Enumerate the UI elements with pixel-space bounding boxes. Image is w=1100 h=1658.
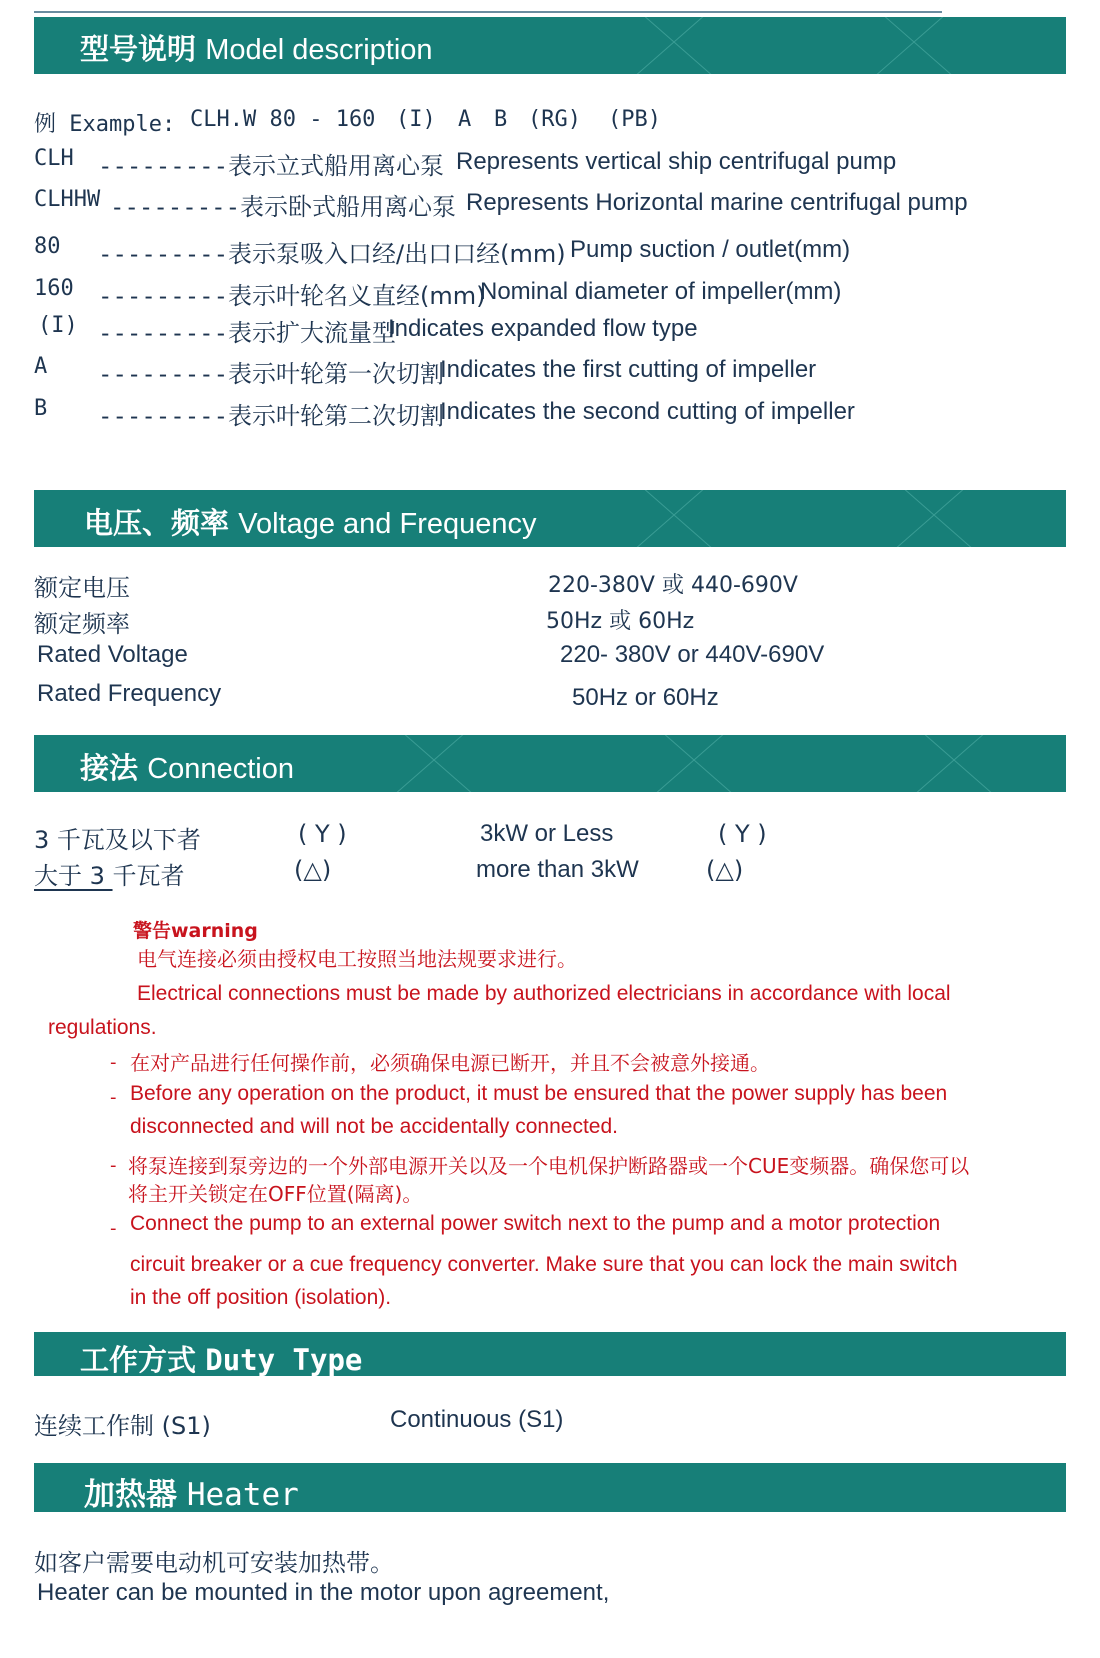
section-title-zh: 加热器 [84,1477,177,1512]
section-header-model [34,17,1066,74]
rated-frequency-en-label: Rated Frequency [37,680,222,707]
top-divider [34,11,942,13]
section-header-duty [34,1332,1066,1376]
model-row-desc: ---------表示叶轮第一次切割 [98,360,445,388]
rated-voltage-zh-label: 额定电压 [34,574,130,602]
rated-voltage-en-label: Rated Voltage [37,641,188,668]
section-title-en: Model description [205,34,433,66]
section-title-en: Voltage and Frequency [238,508,537,540]
bullet-2-zh-line: 将主开关锁定在OFF位置(隔离)。 [128,1182,423,1206]
bullet-2-zh-line: 将泵连接到泵旁边的一个外部电源开关以及一个电机保护断路器或一个CUE变频器。确保您可以 [128,1154,970,1178]
heater-zh: 如客户需要电动机可安装加热带。 [34,1549,394,1577]
section-title [80,27,433,68]
model-row-desc: ---------表示卧式船用离心泵 [110,193,457,221]
model-row-code: (I) [38,313,78,338]
model-row-en: Nominal diameter of impeller(mm) [480,278,842,305]
example-opt-a: A [458,107,472,132]
example-opt-b: B [494,107,508,132]
connection-row-en: 3kW or Less [480,820,614,847]
model-row-desc: ---------表示叶轮第二次切割 [98,402,445,430]
connection-row-en-symbol: (△) [706,856,744,884]
connection-row-zh-symbol: (△) [294,856,332,884]
rated-frequency-en-value: 50Hz or 60Hz [572,684,719,711]
section-title [80,746,294,787]
example-label: 例 Example: [34,112,176,137]
section-title-zh: 工作方式 [80,1343,197,1376]
section-title-zh: 电压、频率 [84,506,230,540]
example-opt-i: (I) [396,107,436,132]
model-row-desc: ---------表示泵吸入口经/出口口经(mm) [98,240,566,268]
warning-label: 警告warning [133,920,258,942]
bullet-1-en-line: Before any operation on the product, it must be ensured that the power supply has been [130,1082,948,1105]
section-header-connection [34,735,1066,792]
section-title-en: Connection [147,753,294,785]
section-header-heater [34,1463,1066,1512]
bullet-marker: - [110,1155,117,1176]
heater-en: Heater can be mounted in the motor upon agreement, [37,1579,610,1606]
connection-row-en-symbol: ( Y ) [718,820,767,848]
example-opt-pb: (PB) [608,107,661,132]
model-row-en: Indicates the second cutting of impeller [440,398,855,425]
model-row-desc: ---------表示叶轮名义直经(mm) [98,282,486,310]
example-opt-rg: (RG) [528,107,581,132]
model-row-en: Indicates the first cutting of impeller [440,356,817,383]
section-header-voltage [34,490,1066,547]
bullet-2-en-line: Connect the pump to an external power switch next to the pump and a motor protection [130,1212,941,1235]
duty-zh: 连续工作制 (S1) [34,1412,211,1440]
model-row-code: CLH [34,146,74,171]
connection-row-zh: 3 千瓦及以下者 [34,826,201,854]
model-row-code: B [34,396,48,421]
model-row-code: A [34,354,48,379]
model-row-en: Pump suction / outlet(mm) [570,236,851,263]
section-title [84,1469,299,1512]
connection-row-zh-symbol: ( Y ) [298,820,347,848]
bullet-marker: - [110,1052,117,1073]
rated-voltage-zh-value: 220-380V 或 440-690V [548,573,798,598]
section-title-zh: 接法 [80,751,139,785]
section-title-en: Duty Type [205,1343,363,1376]
bullet-1-zh: 在对产品进行任何操作前，必须确保电源已断开，并且不会被意外接通。 [130,1051,770,1075]
section-title-en: Heater [186,1477,299,1512]
duty-en: Continuous (S1) [390,1406,564,1433]
model-row-code: 160 [34,276,74,301]
rated-frequency-zh-value: 50Hz 或 60Hz [546,609,695,634]
section-title [84,501,537,542]
warning-en-line: regulations. [48,1016,157,1039]
example-code: CLH.W 80 - 160 [190,107,376,132]
section-title [80,1338,362,1376]
model-row-en: Indicates expanded flow type [388,315,698,342]
model-row-code: 80 [34,234,61,259]
warning-en-line: Electrical connections must be made by authorized electricians in accordance with local [137,982,951,1005]
bullet-marker: - [110,1218,117,1239]
warning-zh: 电气连接必须由授权电工按照当地法规要求进行。 [137,947,577,971]
model-row-en: Represents Horizontal marine centrifugal pump [466,189,968,216]
rated-frequency-zh-label: 额定频率 [34,610,130,638]
model-row-en: Represents vertical ship centrifugal pump [456,148,897,175]
connection-row-en: more than 3kW [476,856,639,883]
bullet-1-en-line: disconnected and will not be accidentally connected. [130,1115,618,1138]
model-row-desc: ---------表示扩大流量型 [98,319,397,347]
section-title-zh: 型号说明 [80,32,197,66]
bullet-marker: - [110,1087,117,1108]
bullet-2-en-line: in the off position (isolation). [130,1286,392,1309]
model-row-desc: ---------表示立式船用离心泵 [98,152,445,180]
connection-row-zh: 大于 3 千瓦者 [34,862,185,890]
model-row-code: CLHHW [34,187,101,212]
rated-voltage-en-value: 220- 380V or 440V-690V [560,641,825,668]
bullet-2-en-line: circuit breaker or a cue frequency converter. Make sure that you can lock the main switch [130,1253,958,1276]
